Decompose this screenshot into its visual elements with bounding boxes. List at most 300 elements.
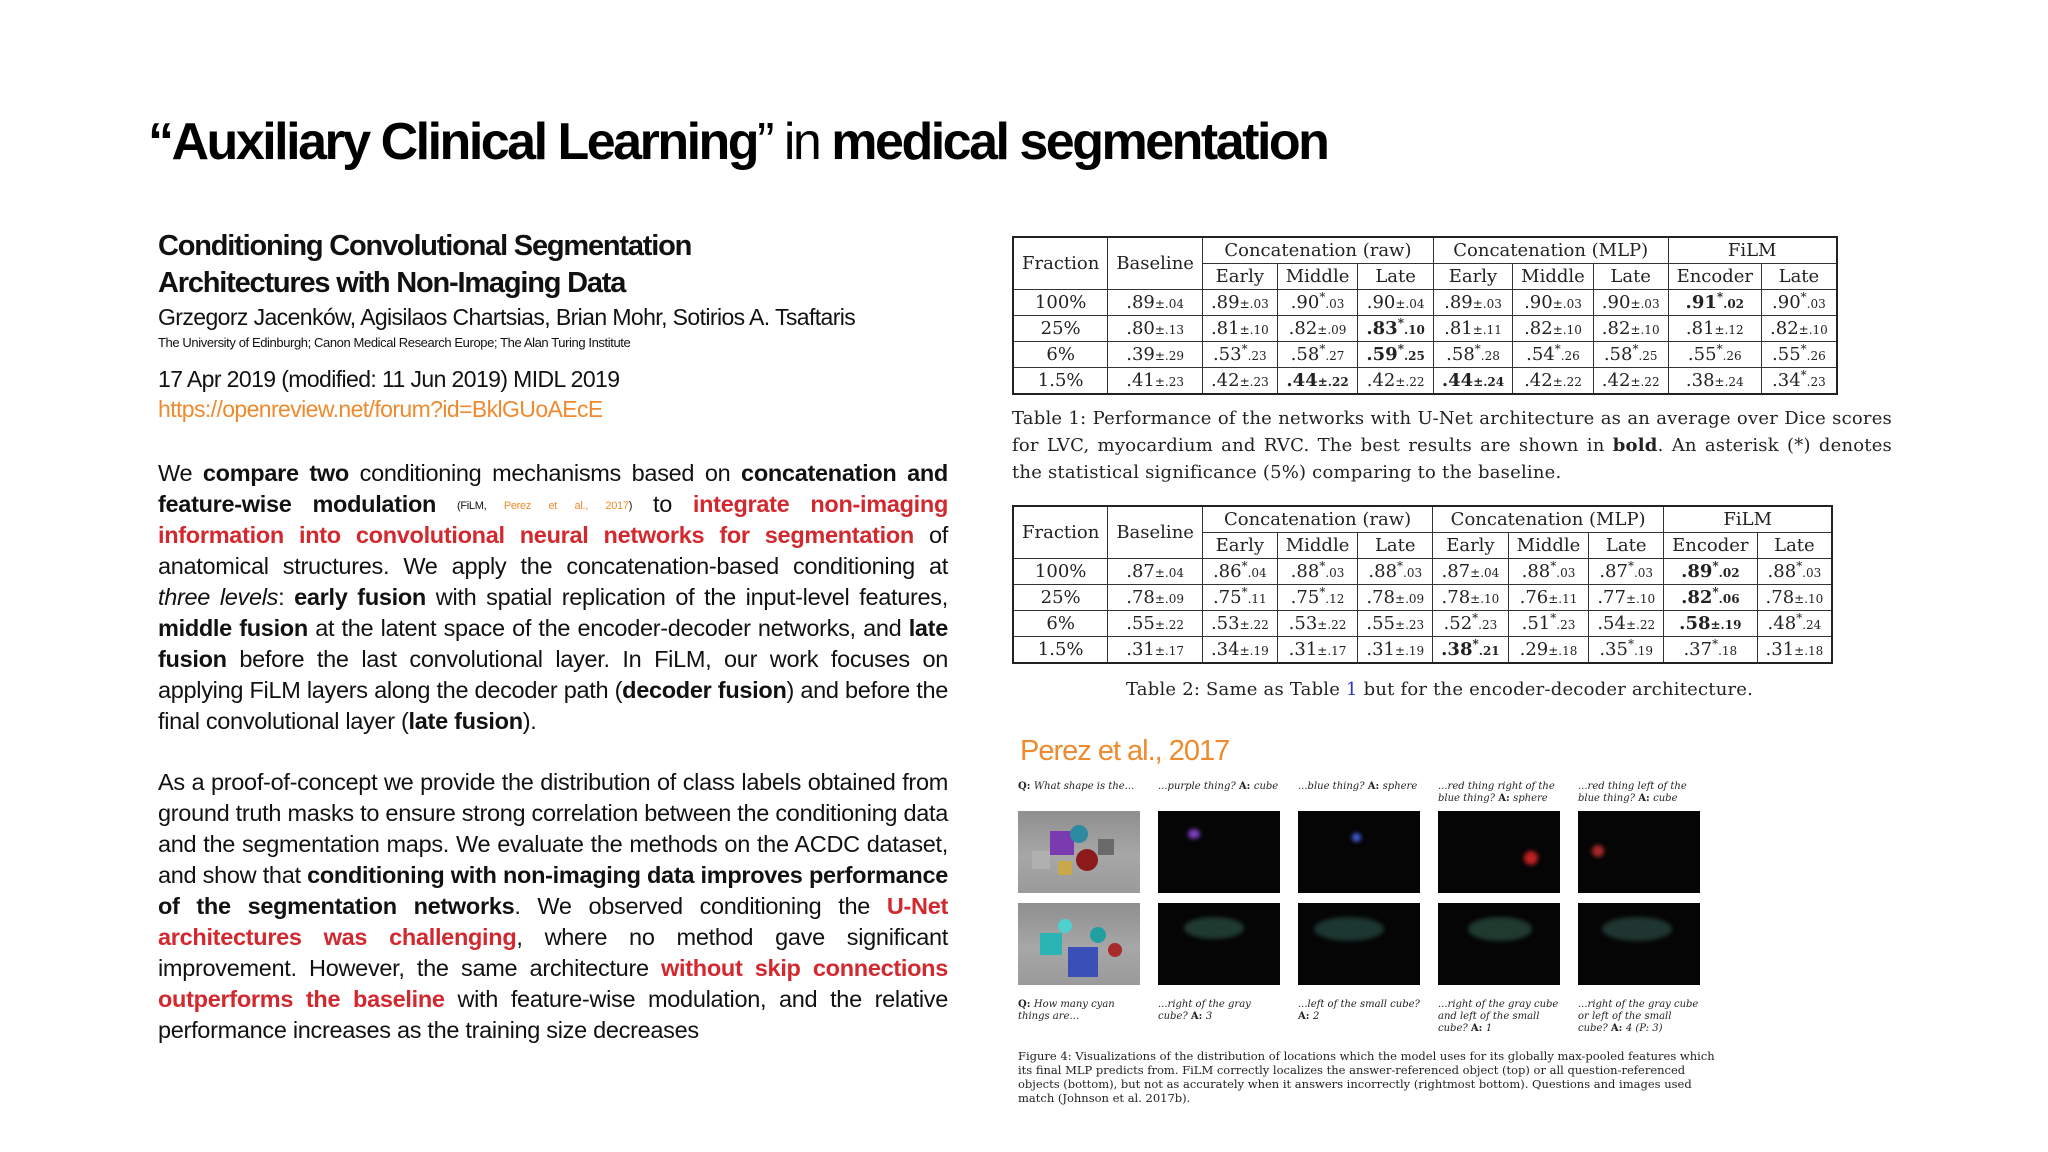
- cell-std: ±.22: [1552, 375, 1582, 389]
- activation-map-red-right: [1438, 811, 1560, 893]
- significance-marker: *: [1550, 611, 1557, 625]
- significance-marker: *: [1800, 342, 1807, 356]
- cell-value: [1433, 585, 1509, 611]
- cell-mean: .88: [1521, 561, 1551, 582]
- cell-value: [1762, 290, 1837, 316]
- cell-value: [1433, 559, 1509, 585]
- paper-summary: [158, 228, 948, 1046]
- cell-value: [1277, 316, 1358, 342]
- cell-fraction: 1.5%: [1013, 637, 1108, 664]
- question-text: ...right of the gray cube?: [1158, 999, 1251, 1022]
- cell-value: [1508, 611, 1589, 637]
- cell-value: [1202, 368, 1277, 395]
- figure-question: [1298, 781, 1420, 807]
- cell-std: .02: [1718, 566, 1740, 580]
- question-text: ...right of the gray cube or left of the small cube?: [1578, 999, 1699, 1034]
- film-visualization-figure: [1018, 781, 1718, 1105]
- answer-prefix: A:: [1298, 1011, 1313, 1022]
- table-row: [1013, 637, 1832, 664]
- cell-value: [1668, 316, 1761, 342]
- cell-mean: .51: [1521, 613, 1551, 634]
- cell-value: [1513, 342, 1594, 368]
- significance-marker: *: [1796, 611, 1803, 625]
- cell-value: [1664, 585, 1757, 611]
- summary-paragraph-1: We compare two conditioning mechanisms based on concatenation and feature-wise modulation $^{(FiLM, Perez et al., 2017)}$ to integrate non-imaging information into convolutional neural networks for segmentation of anatomical structures. We apply the concatenation-based conditioning at three levels: early fusion with spatial replication of the input-level features, middle fusion at the latent space of the encoder-decoder networks, and late fusion before the last convolutional layer. In FiLM, our work focuses on applying FiLM layers along the decoder path (decoder fusion) and before the final convolutional layer (late fusion).: [158, 460, 949, 734]
- cell-value: [1593, 342, 1668, 368]
- cell-std: .21: [1478, 644, 1500, 658]
- cell-std: .02: [1723, 297, 1745, 311]
- cell-value: [1762, 316, 1837, 342]
- cell-std: .03: [1403, 566, 1423, 580]
- paper-authors: Grzegorz Jacenków, Agisilaos Chartsias, Brian Mohr, Sotirios A. Tsaftaris: [158, 304, 856, 330]
- cell-value: [1108, 342, 1203, 368]
- cell-value: [1508, 585, 1589, 611]
- cell-value: [1664, 637, 1757, 664]
- cell-mean: .78: [1366, 587, 1396, 608]
- significance-marker: *: [1716, 342, 1723, 356]
- col-header-fraction: Fraction: [1013, 237, 1108, 290]
- cell-std: .26: [1806, 349, 1826, 363]
- summary-paragraph-2: As a proof-of-concept we provide the distribution of class labels obtained from ground truth masks to ensure strong correlation between the conditioning data and the segmentation maps. We evaluate the methods on the ACDC dataset, and show that conditioning with non-imaging data improves performance of the segmentation networks. We observed conditioning the U-Net architectures was challenging, where no method gave significant improvement. However, the same architecture without skip connections outperforms the baseline with feature-wise modulation, and the relative performance increases as the training size decreases: [158, 769, 949, 1043]
- cell-value: [1589, 611, 1664, 637]
- cell-std: ±.10: [1630, 323, 1660, 337]
- paper-url-link[interactable]: https://openreview.net/forum?id=BklGUoAEcE: [158, 396, 603, 422]
- cell-mean: .89: [1126, 292, 1155, 313]
- cell-mean: .55: [1366, 613, 1396, 634]
- col-subheader: Encoder: [1664, 533, 1757, 559]
- answer-text: cube: [1253, 781, 1279, 792]
- cell-mean: .78: [1765, 587, 1795, 608]
- cell-mean: .58: [1290, 344, 1320, 365]
- cell-mean: .41: [1126, 370, 1155, 391]
- cell-std: ±.19: [1239, 644, 1269, 658]
- paper-title-line-1: Conditioning Convolutional Segmentation: [158, 230, 692, 262]
- cell-std: ±.19: [1710, 618, 1742, 632]
- cell-mean: .87: [1599, 561, 1628, 582]
- figure-question: [1578, 999, 1700, 1045]
- bottom-image-row: [1018, 903, 1718, 985]
- cell-value: [1757, 559, 1832, 585]
- significance-marker: *: [1319, 342, 1326, 356]
- cell-mean: .42: [1366, 370, 1396, 391]
- significance-marker: *: [1319, 559, 1326, 573]
- cell-value: [1668, 368, 1761, 395]
- cell-mean: .87: [1126, 561, 1155, 582]
- cell-mean: .53: [1212, 344, 1242, 365]
- col-subheader: Early: [1433, 533, 1509, 559]
- col-group-concat-mlp: Concatenation (MLP): [1433, 237, 1668, 264]
- clevr-scene-image-bottom: [1018, 903, 1140, 985]
- answer-text: cube: [1653, 793, 1678, 804]
- table-1-block: [1012, 236, 1892, 486]
- cell-std: .03: [1325, 566, 1345, 580]
- cell-value: [1593, 316, 1668, 342]
- cell-std: .26: [1560, 349, 1580, 363]
- significance-marker: *: [1800, 368, 1807, 382]
- cell-value: [1664, 559, 1757, 585]
- col-header-baseline: Baseline: [1108, 237, 1203, 290]
- cell-std: .03: [1802, 566, 1822, 580]
- cell-std: .28: [1480, 349, 1500, 363]
- cell-value: [1433, 637, 1509, 664]
- cell-value: [1513, 316, 1594, 342]
- figure-question: [1298, 999, 1420, 1045]
- title-open-quote: “: [148, 113, 172, 171]
- cell-value: [1277, 368, 1358, 395]
- col-subheader: Late: [1358, 533, 1433, 559]
- question-text: What shape is the...: [1033, 781, 1135, 792]
- cell-value: [1358, 585, 1433, 611]
- cell-value: [1433, 342, 1512, 368]
- cell-mean: .44: [1286, 370, 1318, 391]
- cell-value: [1358, 316, 1434, 342]
- table-row: [1013, 290, 1837, 316]
- cell-std: ±.04: [1395, 297, 1425, 311]
- question-text: ...purple thing?: [1158, 781, 1239, 792]
- cell-value: [1108, 585, 1203, 611]
- cell-std: ±.03: [1630, 297, 1660, 311]
- cell-mean: .86: [1212, 561, 1242, 582]
- significance-marker: *: [1627, 559, 1634, 573]
- cell-std: .03: [1556, 566, 1576, 580]
- question-text: How many cyan things are...: [1018, 999, 1115, 1022]
- cell-std: ±.10: [1794, 592, 1824, 606]
- cell-value: [1433, 290, 1512, 316]
- significance-marker: *: [1241, 342, 1248, 356]
- cell-std: ±.04: [1154, 566, 1185, 580]
- cell-std: .06: [1718, 592, 1740, 606]
- cell-mean: .58: [1603, 344, 1633, 365]
- cell-value: [1108, 559, 1203, 585]
- cell-value: [1513, 368, 1594, 395]
- figure-question: [1438, 999, 1560, 1045]
- cell-value: [1589, 585, 1664, 611]
- cell-std: .11: [1247, 592, 1267, 606]
- cell-fraction: 100%: [1013, 290, 1108, 316]
- cell-value: [1757, 611, 1832, 637]
- col-group-concat-raw: Concatenation (raw): [1202, 237, 1433, 264]
- cell-mean: .89: [1681, 561, 1713, 582]
- cell-mean: .89: [1210, 292, 1240, 313]
- cell-mean: .42: [1601, 370, 1631, 391]
- table-1-ref-link[interactable]: 1: [1346, 679, 1358, 700]
- cell-std: ±.11: [1472, 323, 1502, 337]
- cell-mean: .91: [1685, 292, 1717, 313]
- cell-mean: .58: [1446, 344, 1475, 365]
- paper-title-line-2: Architectures with Non-Imaging Data: [158, 267, 626, 299]
- cell-std: ±.04: [1154, 297, 1185, 311]
- col-subheader: Middle: [1277, 533, 1358, 559]
- col-subheader: Late: [1762, 264, 1837, 290]
- col-subheader: Late: [1757, 533, 1832, 559]
- cell-mean: .29: [1519, 639, 1549, 660]
- cell-mean: .81: [1444, 318, 1473, 339]
- cell-mean: .59: [1366, 344, 1398, 365]
- bottom-question-row: [1018, 999, 1718, 1045]
- cell-value: [1202, 559, 1277, 585]
- answer-text: 3: [1205, 1011, 1213, 1022]
- table-row: [1013, 342, 1837, 368]
- cell-value: [1277, 637, 1358, 664]
- table-row: [1013, 611, 1832, 637]
- table-row: [1013, 559, 1832, 585]
- header-row: [1013, 237, 1837, 264]
- cell-value: [1664, 611, 1757, 637]
- cell-value: [1277, 585, 1358, 611]
- col-subheader: Late: [1358, 264, 1434, 290]
- cell-mean: .38: [1685, 370, 1715, 391]
- cell-mean: .55: [1687, 344, 1717, 365]
- cell-fraction: 100%: [1013, 559, 1108, 585]
- answer-prefix: A:: [1470, 1023, 1486, 1034]
- significance-marker: *: [1800, 290, 1807, 304]
- cell-mean: .54: [1597, 613, 1626, 634]
- figure-question: [1158, 781, 1280, 807]
- question-prefix: Q:: [1018, 999, 1034, 1010]
- cell-mean: .53: [1288, 613, 1318, 634]
- significance-marker: *: [1319, 585, 1326, 599]
- cell-std: ±.22: [1317, 375, 1349, 389]
- cell-std: ±.09: [1317, 323, 1347, 337]
- cell-value: [1508, 637, 1589, 664]
- title-bold-part-2: medical segmentation: [831, 113, 1328, 171]
- col-subheader: Late: [1593, 264, 1668, 290]
- cell-mean: .75: [1212, 587, 1242, 608]
- cell-value: [1668, 342, 1761, 368]
- significance-marker: *: [1397, 342, 1404, 356]
- top-question-row: [1018, 781, 1718, 807]
- cell-std: ±.13: [1154, 323, 1185, 337]
- cell-value: [1508, 559, 1589, 585]
- cell-value: [1358, 611, 1433, 637]
- cell-mean: .81: [1685, 318, 1715, 339]
- cell-std: ±.09: [1395, 592, 1425, 606]
- cell-std: ±.09: [1154, 592, 1185, 606]
- cell-std: ±.17: [1317, 644, 1347, 658]
- significance-marker: *: [1397, 316, 1404, 330]
- film-citation: (FiLM, Perez et al., 2017): [457, 500, 633, 512]
- cell-std: .03: [1325, 297, 1345, 311]
- cell-mean: .34: [1210, 639, 1240, 660]
- cell-mean: .42: [1524, 370, 1553, 391]
- title-close-quote: ”: [757, 113, 772, 171]
- cell-std: ±.22: [1154, 618, 1185, 632]
- cell-value: [1433, 368, 1512, 395]
- cell-std: .03: [1633, 566, 1654, 580]
- activation-map-red-left: [1578, 811, 1700, 893]
- cell-mean: .82: [1681, 587, 1713, 608]
- activation-map-count-2: [1298, 903, 1420, 985]
- cell-mean: .87: [1441, 561, 1471, 582]
- cell-std: ±.12: [1714, 323, 1744, 337]
- col-subheader: Middle: [1508, 533, 1589, 559]
- cell-value: [1108, 368, 1203, 395]
- significance-marker: *: [1632, 342, 1639, 356]
- answer-text: 4 (P: 3): [1625, 1023, 1663, 1034]
- cell-fraction: 1.5%: [1013, 368, 1108, 395]
- cell-value: [1433, 611, 1509, 637]
- col-subheader: Late: [1589, 533, 1664, 559]
- significance-marker: *: [1241, 559, 1248, 573]
- cell-std: .18: [1718, 644, 1738, 658]
- perez-citation-link[interactable]: Perez et al., 2017: [503, 500, 629, 512]
- cell-value: [1202, 585, 1277, 611]
- cell-mean: .90: [1601, 292, 1631, 313]
- cell-mean: .55: [1772, 344, 1801, 365]
- cell-mean: .55: [1126, 613, 1155, 634]
- significance-marker: *: [1554, 342, 1561, 356]
- cell-value: [1668, 290, 1761, 316]
- cell-mean: .90: [1366, 292, 1396, 313]
- cell-value: [1202, 611, 1277, 637]
- col-group-concat-raw: Concatenation (raw): [1202, 506, 1432, 533]
- cell-mean: .82: [1770, 318, 1799, 339]
- figure-source-label: Perez et al., 2017: [1020, 735, 1230, 767]
- cell-std: ±.22: [1395, 375, 1425, 389]
- cell-value: [1358, 290, 1434, 316]
- cell-std: .25: [1638, 349, 1658, 363]
- significance-marker: *: [1712, 559, 1719, 573]
- cell-std: ±.23: [1239, 375, 1269, 389]
- activation-map-purple: [1158, 811, 1280, 893]
- header-row: [1013, 506, 1832, 533]
- cell-mean: .39: [1126, 344, 1155, 365]
- cell-mean: .77: [1597, 587, 1626, 608]
- cell-std: ±.18: [1548, 644, 1578, 658]
- cell-std: .23: [1806, 375, 1826, 389]
- col-subheader: Middle: [1513, 264, 1594, 290]
- cell-fraction: 6%: [1013, 342, 1108, 368]
- slide-title: [148, 112, 1327, 172]
- cell-value: [1593, 368, 1668, 395]
- paper-affiliations: The University of Edinburgh; Canon Medical Research Europe; The Alan Turing Institute: [158, 335, 631, 350]
- answer-prefix: A:: [1610, 1023, 1626, 1034]
- cell-std: .23: [1556, 618, 1576, 632]
- table-row: [1013, 368, 1837, 395]
- cell-fraction: 6%: [1013, 611, 1108, 637]
- answer-prefix: A:: [1367, 781, 1383, 792]
- table-2-caption: Table 2: Same as Table 1 but for the encoder-decoder architecture.: [1126, 679, 1754, 700]
- answer-prefix: A:: [1190, 1011, 1206, 1022]
- figure-question: [1018, 999, 1140, 1045]
- cell-std: ±.17: [1154, 644, 1185, 658]
- figure-question: [1438, 781, 1560, 807]
- cell-std: .12: [1325, 592, 1345, 606]
- cell-std: ±.22: [1625, 618, 1656, 632]
- cell-mean: .31: [1126, 639, 1155, 660]
- cell-mean: .76: [1519, 587, 1549, 608]
- activation-map-count-1: [1158, 903, 1280, 985]
- activation-map-blue: [1298, 811, 1420, 893]
- cell-value: [1277, 611, 1358, 637]
- cell-mean: .31: [1765, 639, 1795, 660]
- figure-4-caption: Figure 4: Visualizations of the distribution of locations which the model uses for its globally max-pooled features which its final MLP predicts from. FiLM correctly localizes the answer-referenced object (top) or all question-referenced objects (bottom), but not as accurately when it answers incorrectly (rightmost bottom). Questions and images used match (Johnson et al. 2017b).: [1018, 1049, 1715, 1105]
- significance-marker: *: [1241, 585, 1248, 599]
- cell-mean: .54: [1526, 344, 1555, 365]
- cell-std: .25: [1403, 349, 1425, 363]
- col-header-fraction: Fraction: [1013, 506, 1108, 559]
- cell-mean: .37: [1683, 639, 1713, 660]
- cell-std: ±.22: [1239, 618, 1269, 632]
- answer-text: sphere: [1382, 781, 1418, 792]
- significance-marker: *: [1472, 611, 1479, 625]
- table-row: [1013, 585, 1832, 611]
- cell-value: [1108, 611, 1203, 637]
- cell-mean: .82: [1524, 318, 1553, 339]
- cell-mean: .75: [1290, 587, 1320, 608]
- cell-std: ±.03: [1472, 297, 1502, 311]
- cell-value: [1513, 290, 1594, 316]
- cell-mean: .31: [1366, 639, 1396, 660]
- cell-std: ±.10: [1552, 323, 1582, 337]
- cell-std: ±.10: [1798, 323, 1828, 337]
- cell-value: [1762, 368, 1837, 395]
- cell-std: ±.19: [1395, 644, 1425, 658]
- cell-mean: .58: [1679, 613, 1711, 634]
- col-subheader: Encoder: [1668, 264, 1761, 290]
- cell-value: [1358, 559, 1433, 585]
- col-subheader: Early: [1202, 533, 1277, 559]
- table-2-block: [1012, 505, 1833, 703]
- cell-std: ±.29: [1154, 349, 1185, 363]
- cell-value: [1277, 290, 1358, 316]
- answer-text: 1: [1485, 1023, 1493, 1034]
- cell-mean: .90: [1772, 292, 1801, 313]
- cell-std: .19: [1633, 644, 1654, 658]
- col-subheader: Early: [1433, 264, 1512, 290]
- cell-std: ±.10: [1239, 323, 1269, 337]
- cell-value: [1757, 585, 1832, 611]
- cell-std: .10: [1403, 323, 1425, 337]
- cell-mean: .78: [1126, 587, 1155, 608]
- cell-std: ±.04: [1470, 566, 1500, 580]
- significance-marker: *: [1712, 637, 1719, 651]
- cell-mean: .90: [1524, 292, 1553, 313]
- question-prefix: Q:: [1018, 781, 1034, 792]
- table-1-caption: Table 1: Performance of the networks with U-Net architecture as an average over Dice scores for LVC, myocardium and RVC. The best results are shown in bold. An asterisk (*) denotes the statistical significance (5%) comparing to the baseline.: [1012, 408, 1892, 483]
- results-table-2: [1012, 505, 1833, 664]
- cell-mean: .78: [1441, 587, 1471, 608]
- cell-value: [1433, 316, 1512, 342]
- question-text: ...blue thing?: [1298, 781, 1368, 792]
- cell-mean: .44: [1441, 370, 1474, 391]
- title-bold-part: Auxiliary Clinical Learning: [171, 113, 758, 171]
- significance-marker: *: [1716, 290, 1724, 304]
- significance-marker: *: [1627, 637, 1634, 651]
- cell-std: ±.22: [1630, 375, 1660, 389]
- cell-std: .26: [1722, 349, 1742, 363]
- cell-value: [1108, 316, 1203, 342]
- cell-value: [1108, 290, 1203, 316]
- cell-mean: .35: [1599, 639, 1628, 660]
- question-text: ...red thing left of the blue thing?: [1578, 781, 1687, 804]
- cell-value: [1358, 342, 1434, 368]
- cell-value: [1358, 368, 1434, 395]
- cell-mean: .88: [1290, 561, 1320, 582]
- figure-question: [1018, 781, 1140, 807]
- activation-map-count-3: [1438, 903, 1560, 985]
- answer-prefix: A:: [1498, 793, 1514, 804]
- answer-prefix: A:: [1638, 793, 1654, 804]
- cell-mean: .82: [1601, 318, 1631, 339]
- significance-marker: *: [1472, 637, 1479, 651]
- cell-mean: .80: [1126, 318, 1155, 339]
- table-row: [1013, 316, 1837, 342]
- cell-std: ±.18: [1794, 644, 1824, 658]
- figure-question: [1158, 999, 1280, 1045]
- cell-mean: .81: [1210, 318, 1240, 339]
- cell-value: [1358, 637, 1433, 664]
